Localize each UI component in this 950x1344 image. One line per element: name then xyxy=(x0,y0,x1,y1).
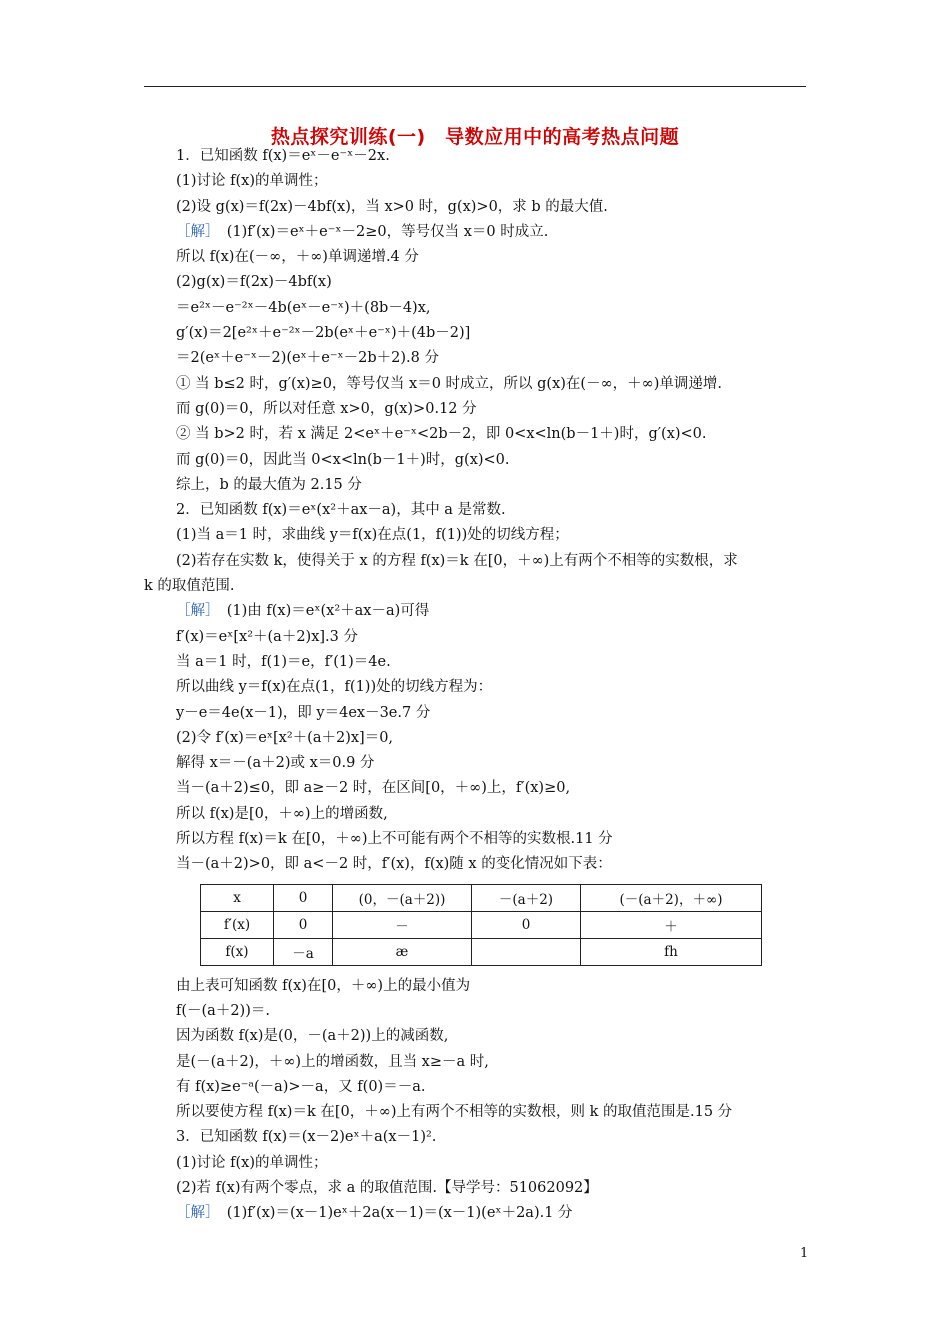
line-text: 因为函数 f(x)是(0，－(a＋2))上的减函数, xyxy=(176,1028,449,1045)
text-line xyxy=(144,650,808,675)
line-text: (2)g(x)＝f(2x)－4bf(x) xyxy=(176,274,332,291)
line-text: ＝e²ˣ－e⁻²ˣ－4b(eˣ－e⁻ˣ)＋(8b－4)x, xyxy=(176,299,431,316)
table-cell: f(x) xyxy=(201,938,274,965)
line-text: ② 当 b>2 时，若 x 满足 2<eˣ＋e⁻ˣ<2b－2，即 0<x<ln(b－1＋)时，g′(x)<0. xyxy=(176,426,707,443)
text-line xyxy=(144,270,808,295)
table-cell: æ xyxy=(333,938,472,965)
table-cell: －(a＋2) xyxy=(472,884,581,911)
line-text: 所以 f(x)是[0，＋∞)上的增函数, xyxy=(176,805,388,822)
text-line xyxy=(144,701,808,726)
text-line xyxy=(144,1125,808,1150)
table-cell: 0 xyxy=(274,884,333,911)
line-text: 由上表可知函数 f(x)在[0，＋∞)上的最小值为 xyxy=(176,977,471,994)
line-text: (2)若 f(x)有两个零点，求 a 的取值范围.【导学号：51062092】 xyxy=(176,1179,598,1196)
line-text: 所以曲线 y＝f(x)在点(1，f(1))处的切线方程为： xyxy=(176,679,493,696)
line-text: (1)f′(x)＝eˣ＋e⁻ˣ－2≥0，等号仅当 x＝0 时成立. xyxy=(212,223,549,240)
line-text: k 的取值范围. xyxy=(144,578,235,595)
text-line xyxy=(144,1151,808,1176)
text-line xyxy=(144,1075,808,1100)
header-rule xyxy=(144,86,806,87)
variation-table-wrap xyxy=(144,878,808,974)
line-text: (1)f′(x)＝(x－1)eˣ＋2a(x－1)＝(x－1)(eˣ＋2a).1 分 xyxy=(212,1205,573,1222)
text-line xyxy=(144,574,808,599)
line-text: 有 f(x)≥e⁻ᵃ(－a)>－a，又 f(0)＝－a. xyxy=(176,1078,426,1095)
line-text: (1)由 f(x)＝eˣ(x²＋ax－a)可得 xyxy=(212,603,430,620)
text-line xyxy=(144,1176,808,1201)
line-text: 解得 x＝－(a＋2)或 x＝0.9 分 xyxy=(176,755,375,772)
line-text: 1．已知函数 f(x)＝eˣ－e⁻ˣ－2x. xyxy=(176,148,390,164)
line-text: (1)讨论 f(x)的单调性； xyxy=(176,173,328,190)
line-text: 是(－(a＋2)，＋∞)上的增函数，且当 x≥－a 时, xyxy=(176,1053,489,1070)
table-cell: fh xyxy=(581,938,762,965)
text-line xyxy=(144,448,808,473)
line-text: 而 g(0)＝0，所以对任意 x>0，g(x)>0.12 分 xyxy=(176,400,477,417)
text-line xyxy=(144,852,808,877)
text-line xyxy=(144,599,808,624)
text-line xyxy=(144,1100,808,1125)
table-cell: ＋ xyxy=(581,911,762,938)
solution-marker: ［解］ xyxy=(176,1205,213,1222)
text-line xyxy=(144,245,808,270)
line-text: g′(x)＝2[e²ˣ＋e⁻²ˣ－2b(eˣ＋e⁻ˣ)＋(4b－2)] xyxy=(176,325,471,342)
text-line xyxy=(144,1201,808,1226)
text-line xyxy=(144,296,808,321)
text-line xyxy=(144,422,808,447)
line-text: (2)令 f′(x)＝eˣ[x²＋(a＋2)x]＝0, xyxy=(176,729,394,746)
line-text: 而 g(0)＝0，因此当 0<x<ln(b－1＋)时，g(x)<0. xyxy=(176,451,510,468)
page-title: 热点探究训练(一) 导数应用中的高考热点问题 xyxy=(270,126,680,148)
line-text: (1)讨论 f(x)的单调性； xyxy=(176,1154,328,1171)
text-line xyxy=(144,999,808,1024)
text-line xyxy=(144,346,808,371)
text-block-a xyxy=(144,144,808,878)
line-text: y－e＝4e(x－1)，即 y＝4ex－3e.7 分 xyxy=(176,704,431,721)
line-text: 当－(a＋2)>0，即 a<－2 时，f′(x)，f(x)随 x 的变化情况如下表： xyxy=(176,856,612,873)
text-line xyxy=(144,751,808,776)
line-text: ＝2(eˣ＋e⁻ˣ－2)(eˣ＋e⁻ˣ－2b＋2).8 分 xyxy=(176,350,439,367)
line-text: (2)若存在实数 k，使得关于 x 的方程 f(x)＝k 在[0，＋∞)上有两个不相等的实数根，求 xyxy=(176,552,738,569)
line-text: (1)当 a＝1 时，求曲线 y＝f(x)在点(1，f(1))处的切线方程； xyxy=(176,527,569,544)
text-line xyxy=(144,321,808,346)
text-line xyxy=(144,827,808,852)
solution-marker: ［解］ xyxy=(176,223,213,240)
text-line xyxy=(144,498,808,523)
text-line xyxy=(144,802,808,827)
line-text: f(－(a＋2))＝. xyxy=(176,1002,270,1019)
table-cell: 0 xyxy=(274,911,333,938)
text-line xyxy=(144,726,808,751)
table-cell: x xyxy=(201,884,274,911)
line-text: 当 a＝1 时，f(1)＝e，f′(1)＝4e. xyxy=(176,653,391,670)
text-line xyxy=(144,144,808,169)
page-number: 1 xyxy=(800,1246,809,1261)
text-line xyxy=(144,397,808,422)
line-text: 所以要使方程 f(x)＝k 在[0，＋∞)上有两个不相等的实数根，则 k 的取值范围是.15 分 xyxy=(176,1104,733,1121)
line-text: 所以方程 f(x)＝k 在[0，＋∞)上不可能有两个不相等的实数根.11 分 xyxy=(176,831,613,848)
line-text: 所以 f(x)在(－∞，＋∞)单调递增.4 分 xyxy=(176,249,419,266)
text-line xyxy=(144,549,808,574)
text-line xyxy=(144,776,808,801)
table-row xyxy=(201,884,762,911)
line-text: 当－(a＋2)≤0，即 a≥－2 时，在区间[0，＋∞)上，f′(x)≥0, xyxy=(176,780,571,797)
text-line xyxy=(144,974,808,999)
text-line xyxy=(144,1024,808,1049)
text-line xyxy=(144,195,808,220)
table-row xyxy=(201,911,762,938)
table-cell: (－(a＋2)，＋∞) xyxy=(581,884,762,911)
text-line xyxy=(144,169,808,194)
line-text: 3．已知函数 f(x)＝(x－2)eˣ＋a(x－1)². xyxy=(176,1129,437,1146)
line-text: (2)设 g(x)＝f(2x)－4bf(x)，当 x>0 时，g(x)>0，求 b 的最大值. xyxy=(176,198,608,215)
text-line xyxy=(144,1050,808,1075)
line-text: f′(x)＝eˣ[x²＋(a＋2)x].3 分 xyxy=(176,628,358,645)
text-line xyxy=(144,372,808,397)
table-cell: 0 xyxy=(472,911,581,938)
table-cell: (0，－(a＋2)) xyxy=(333,884,472,911)
table-row xyxy=(201,938,762,965)
table-cell: －a xyxy=(274,938,333,965)
text-line xyxy=(144,473,808,498)
text-line xyxy=(144,220,808,245)
table-cell: f′(x) xyxy=(201,911,274,938)
line-text: 2．已知函数 f(x)＝eˣ(x²＋ax－a)，其中 a 是常数. xyxy=(176,502,506,519)
text-line xyxy=(144,675,808,700)
document-body xyxy=(144,144,808,1227)
table-cell: － xyxy=(333,911,472,938)
solution-marker: ［解］ xyxy=(176,603,213,620)
text-line xyxy=(144,523,808,548)
line-text: 综上，b 的最大值为 2.15 分 xyxy=(176,476,362,493)
table-cell xyxy=(472,938,581,965)
line-text: ① 当 b≤2 时，g′(x)≥0，等号仅当 x＝0 时成立，所以 g(x)在(－∞，＋∞)单调递增. xyxy=(176,375,723,392)
text-block-b xyxy=(144,974,808,1227)
text-line xyxy=(144,625,808,650)
variation-table xyxy=(200,884,762,966)
